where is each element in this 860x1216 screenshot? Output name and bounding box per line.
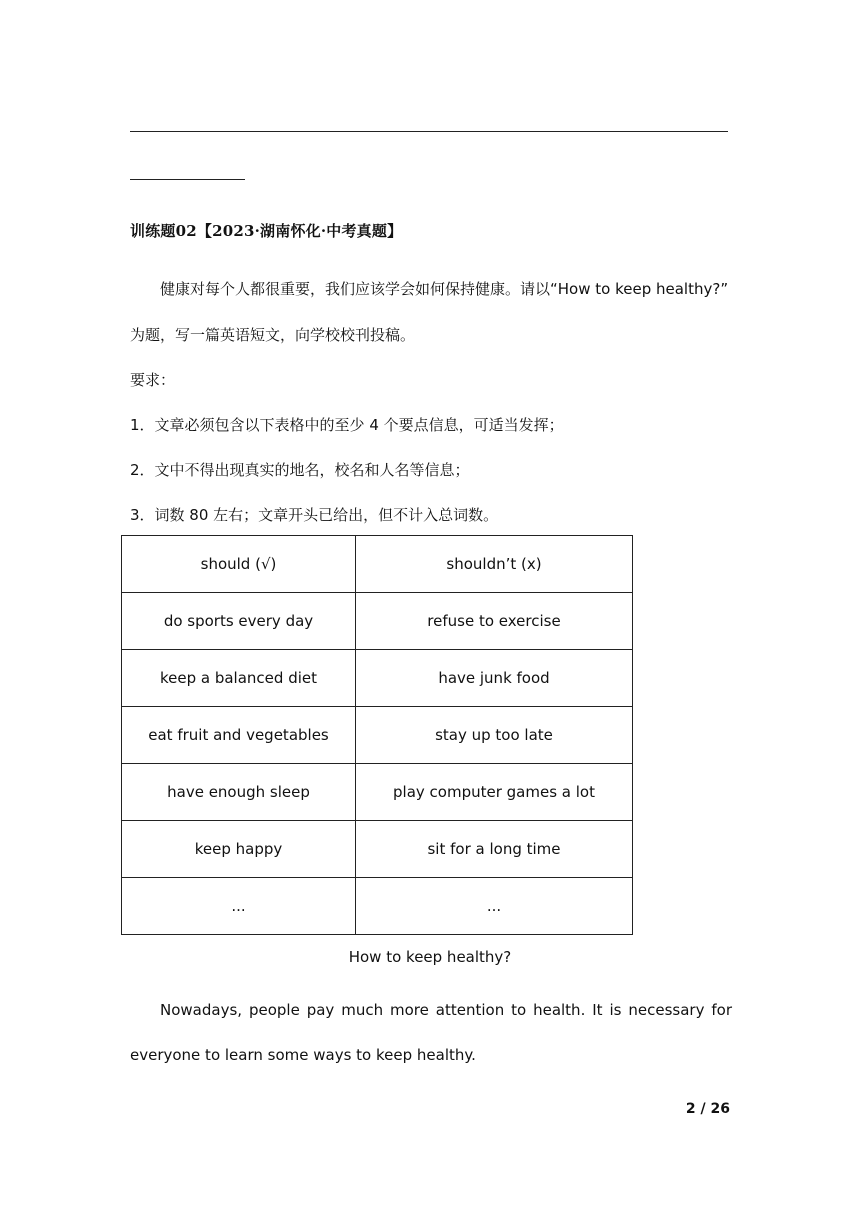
exercise-heading: 训练题02【2023·湖南怀化·中考真题】 xyxy=(130,222,403,240)
should-cell: keep a balanced diet xyxy=(122,650,356,707)
requirement-1: 1．文章必须包含以下表格中的至少 4 个要点信息，可适当发挥； xyxy=(130,416,564,434)
should-cell: keep happy xyxy=(122,821,356,878)
answer-line-1 xyxy=(130,131,728,132)
shouldnt-cell: stay up too late xyxy=(356,707,633,764)
prompt-line-2: 为题，写一篇英语短文，向学校校刊投稿。 xyxy=(130,326,416,344)
shouldnt-cell: have junk food xyxy=(356,650,633,707)
requirement-3: 3．词数 80 左右；文章开头已给出，但不计入总词数。 xyxy=(130,506,499,524)
should-cell: have enough sleep xyxy=(122,764,356,821)
table-row xyxy=(122,821,633,878)
shouldnt-cell: play computer games a lot xyxy=(356,764,633,821)
answer-line-2 xyxy=(130,179,245,180)
should-header: should (√) xyxy=(122,536,356,593)
table-row xyxy=(122,878,633,935)
requirement-2: 2．文中不得出现真实的地名，校名和人名等信息； xyxy=(130,461,470,479)
table-row xyxy=(122,764,633,821)
should-cell: do sports every day xyxy=(122,593,356,650)
table-header-row xyxy=(122,536,633,593)
page-number: 2 / 26 xyxy=(685,1101,730,1117)
prompt-line-1: 健康对每个人都很重要，我们应该学会如何保持健康。请以“How to keep healthy?” xyxy=(160,280,729,298)
shouldnt-cell: ... xyxy=(356,878,633,935)
essay-title: How to keep healthy? xyxy=(348,948,512,966)
key-points-table xyxy=(121,535,633,935)
shouldnt-cell: sit for a long time xyxy=(356,821,633,878)
essay-body: Nowadays, people pay much more attention to health. It is necessary for everyone to learn some ways to keep healthy. xyxy=(130,1001,732,1064)
requirements-label: 要求： xyxy=(130,371,176,389)
table-row xyxy=(122,593,633,650)
should-cell: eat fruit and vegetables xyxy=(122,707,356,764)
table-row xyxy=(122,707,633,764)
shouldnt-cell: refuse to exercise xyxy=(356,593,633,650)
should-cell: ... xyxy=(122,878,356,935)
shouldnt-header: shouldn’t (x) xyxy=(356,536,633,593)
table-row xyxy=(122,650,633,707)
